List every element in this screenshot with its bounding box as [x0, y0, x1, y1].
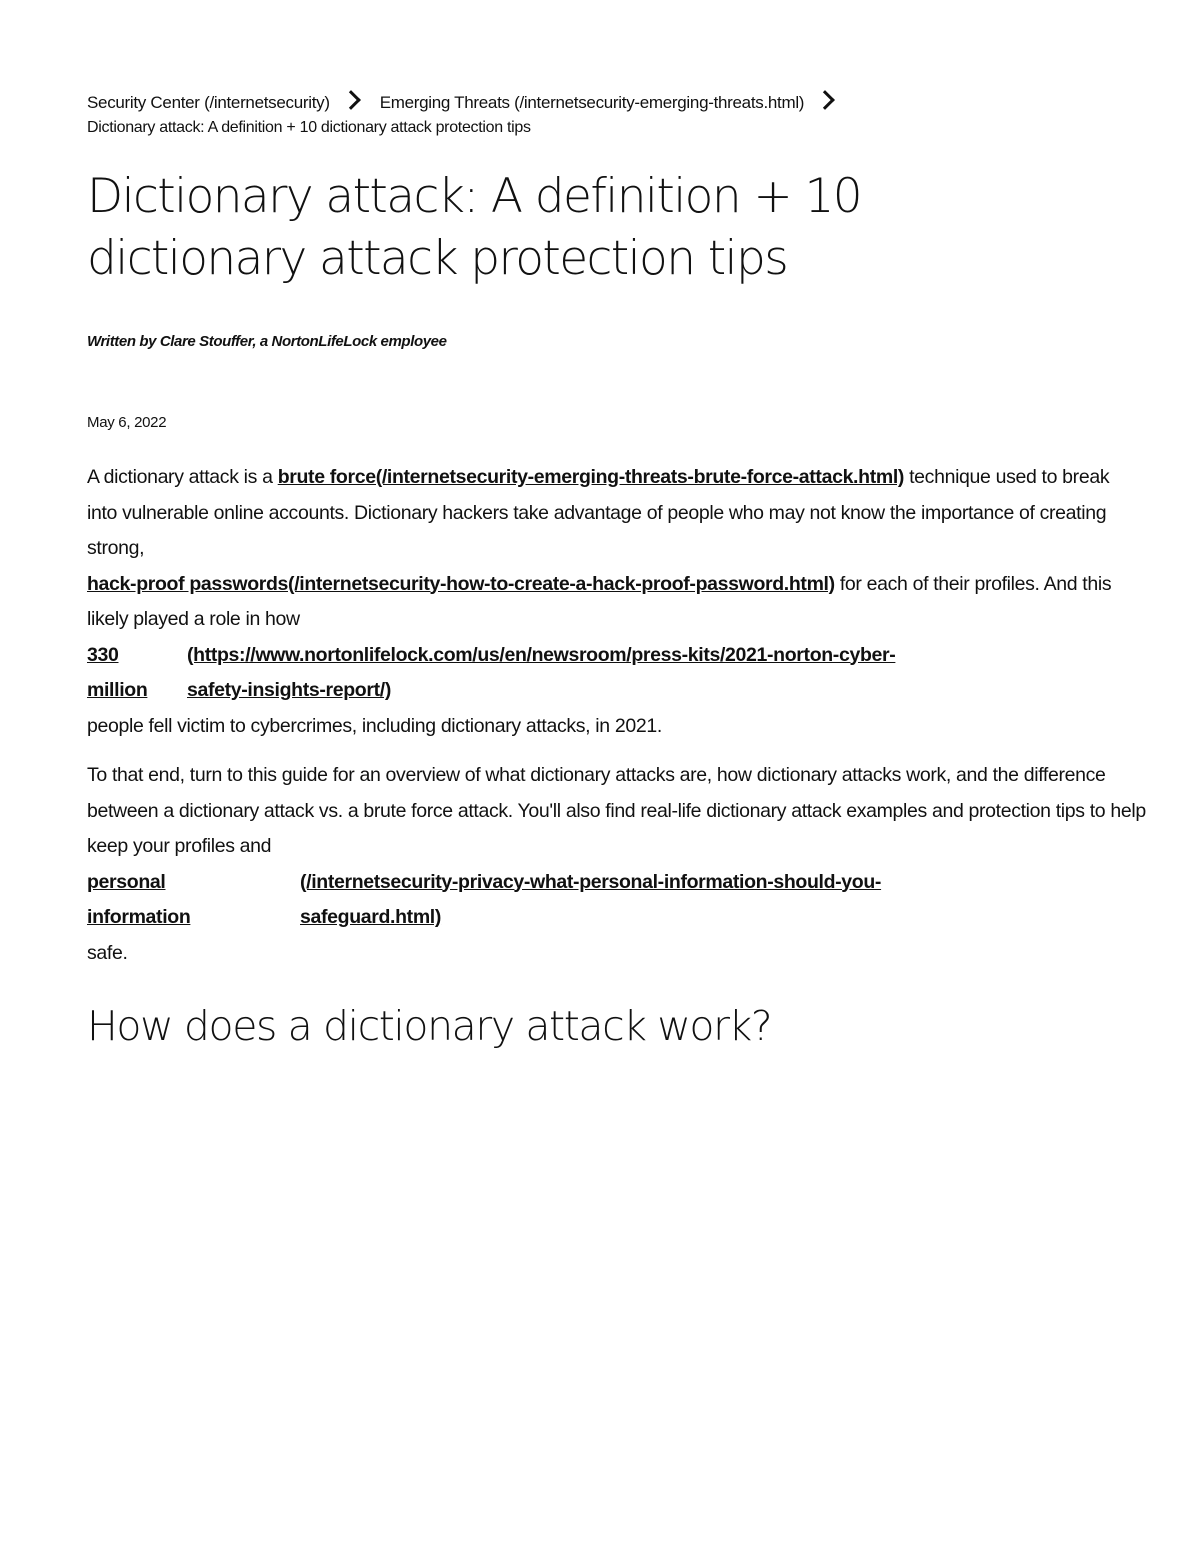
link-url[interactable]: safeguard.html) [300, 906, 442, 928]
paragraph-text: for each of their profiles. And this likely played a role in how [87, 572, 1112, 630]
link-text[interactable]: information [87, 906, 191, 928]
statistic-link[interactable] [87, 638, 1137, 709]
breadcrumb-current: Dictionary attack: A definition + 10 dictionary attack protection tips [87, 119, 531, 136]
personal-information-link[interactable] [87, 865, 1147, 936]
link-url[interactable]: safety-insights-report/) [187, 679, 391, 701]
breadcrumb-emerging-threats[interactable]: Emerging Threats (/internetsecurity-emerging-threats.html) [379, 93, 805, 112]
link-url[interactable]: (https://www.nortonlifelock.com/us/en/newsroom/press-kits/2021-norton-cyber- [187, 643, 896, 666]
intro-paragraph [87, 460, 1137, 744]
link-text[interactable]: personal [87, 870, 166, 893]
paragraph-text: A dictionary attack is a [87, 466, 278, 488]
link-text[interactable]: million [87, 679, 148, 701]
page-title: Dictionary attack: A definition + 10 dictionary attack protection tips [87, 169, 862, 286]
link-text[interactable]: 330 [87, 643, 119, 666]
breadcrumb-security-center[interactable]: Security Center (/internetsecurity) [87, 93, 330, 112]
brute-force-link[interactable]: brute force(/internetsecurity-emerging-threats-brute-force-attack.html) [277, 466, 905, 488]
section-heading: How does a dictionary attack work? [87, 1002, 772, 1050]
paragraph-text: people fell victim to cybercrimes, including dictionary attacks, in 2021. [87, 714, 662, 737]
publish-date: May 6, 2022 [87, 414, 167, 431]
paragraph-text: safe. [87, 941, 128, 964]
paragraph-text: To that end, turn to this guide for an overview of what dictionary attacks are, how dictionary attacks work, and the difference between a dictionary attack vs. a brute force attack. You'll also find real-life dictionary attack examples and protection tips to help keep your profiles and [87, 764, 1146, 857]
paragraph-text: technique used to break into vulnerable online accounts. Dictionary hackers take advantage of people who may not know the importance of creating strong, [87, 466, 1110, 559]
breadcrumb [87, 88, 1147, 142]
hack-proof-passwords-link[interactable]: hack-proof passwords(/internetsecurity-how-to-create-a-hack-proof-password.html) [87, 572, 835, 595]
chevron-right-icon [341, 90, 361, 110]
link-url[interactable]: (/internetsecurity-privacy-what-personal-information-should-you- [300, 870, 882, 893]
author-byline: Written by Clare Stouffer, a NortonLifeLock employee [87, 333, 447, 350]
overview-paragraph [87, 758, 1147, 971]
chevron-right-icon [815, 90, 835, 110]
